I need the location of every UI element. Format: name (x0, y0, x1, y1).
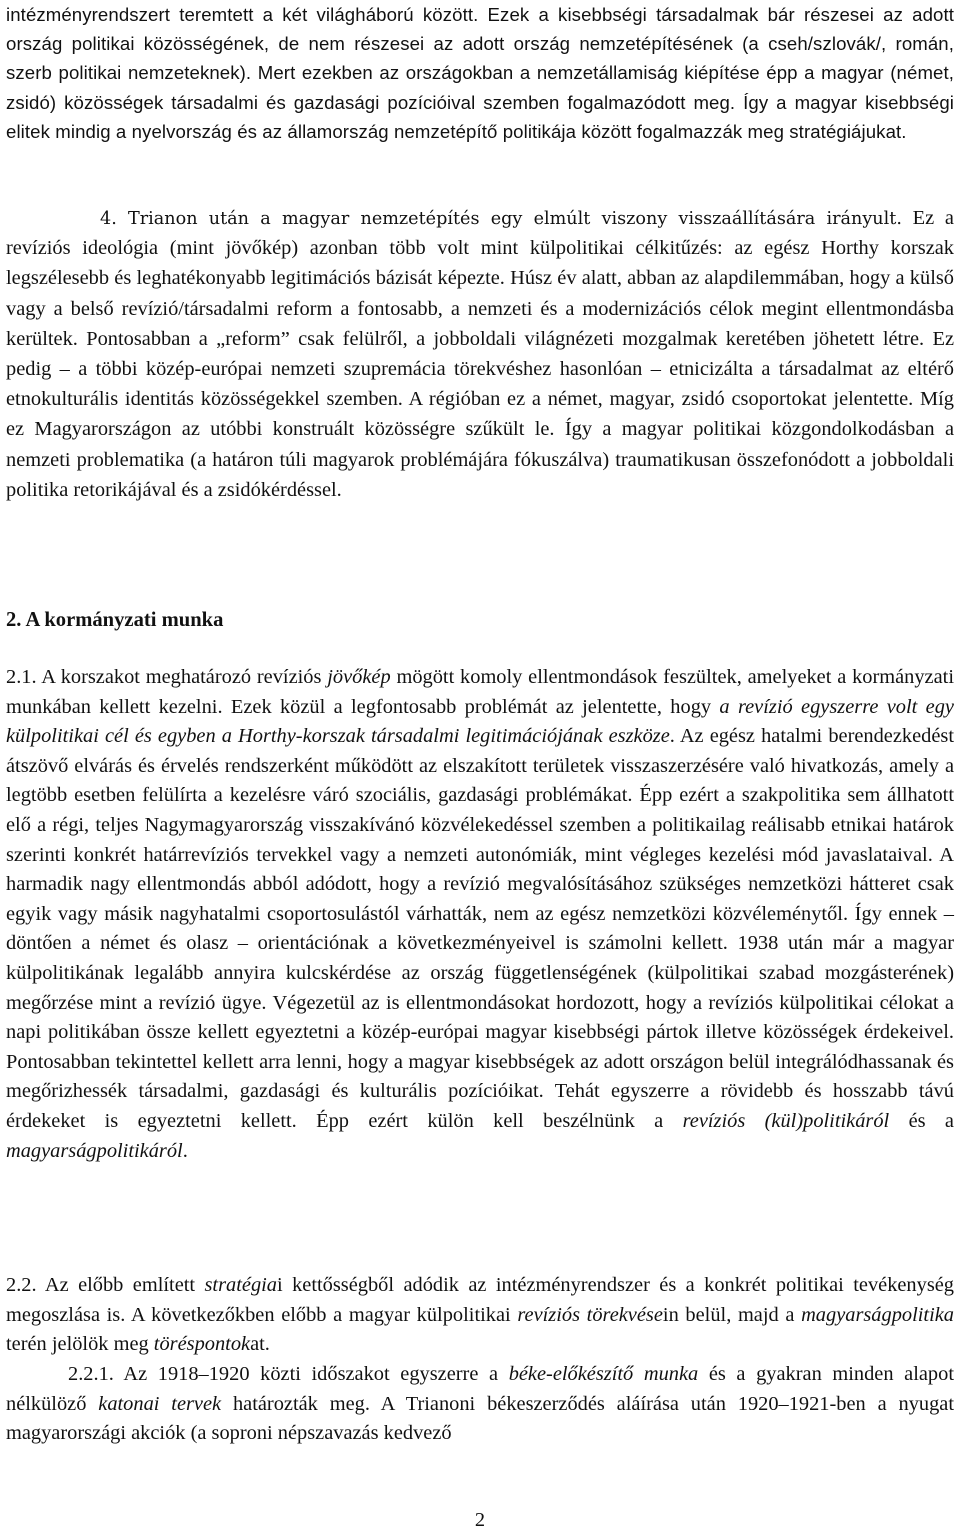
italic-run: katonai tervek (98, 1392, 222, 1415)
italic-run: töréspontok (153, 1333, 251, 1356)
paragraph-section-4-body (6, 207, 954, 501)
section-heading-kormanyzati-munka: 2. A kormányzati munka (6, 609, 224, 631)
italic-run: jövőkép (327, 666, 391, 688)
text-run: határozták meg. A Trianoni békeszerződés aláírása után 1920–1921-ben a nyugat magyarországi akciók (a soproni népszavazás kedvező (6, 1392, 954, 1445)
text-run: . (182, 1139, 188, 1162)
paragraph-section-4-lead (6, 209, 902, 229)
paragraph-2-2 (6, 1271, 954, 1360)
text-run: in belül, majd a (662, 1303, 802, 1326)
italic-run: magyarságpolitika (801, 1303, 954, 1326)
paragraph-2-1 (6, 663, 954, 1166)
paragraph-section-4 (6, 204, 954, 506)
text-run: 4. Trianon után a magyar nemzetépítés egy elmúlt viszony visszaállítására irányult. (100, 209, 902, 229)
text-run: at. (250, 1333, 270, 1356)
paragraph-2-2-1 (6, 1360, 954, 1449)
page-number: 2 (474, 1509, 486, 1531)
italic-run: a revízió egyszerre volt egy külpolitikai cél és egyben a Horthy-korszak társadalmi legitimációjának eszköze (6, 695, 954, 748)
text-run: 2.2.1. Az 1918–1920 közti időszakot egyszerre a (68, 1363, 509, 1385)
italic-run: magyarságpolitikáról (6, 1139, 183, 1162)
paragraph-intro (6, 0, 954, 146)
italic-run: stratégia (204, 1274, 278, 1296)
italic-run: revíziós törekvése (517, 1303, 663, 1326)
text-run: 2.2. Az előbb említett (6, 1274, 205, 1296)
text-run: és a (889, 1109, 954, 1132)
italic-run: béke-előkészítő munka (508, 1363, 699, 1385)
italic-run: revíziós (kül)politikáról (682, 1109, 890, 1132)
text-run: terén jelölök meg (6, 1333, 154, 1356)
text-run: mögött komoly ellentmondások feszültek, amelyeket a kormányzati munkában kellett kezelni. Ezek közül a legfontosabb problémát az jelentette, hogy (6, 666, 954, 718)
text-run: i kettősségből adódik az intézményrendszer és a konkrét politikai tevékenység megoszlása is. A következőkben előbb a magyar külpolitikai (6, 1274, 955, 1326)
text-run: Ez a revíziós ideológia (mint jövőkép) azonban több volt mint külpolitikai célkitűzés: az egész Horthy korszak legszélesebb és leghatékonyabb legitimációs bázisát képezte. Húsz év alatt, abban az alapdilemmában, hogy a külső vagy a belső revízió/társadalmi reform a fontosabb, a nemzeti és a modernizációs célok megint ellentmondásba kerültek. Pontosabban a „reform” csak felülről, a jobboldali világnézeti mozgalmak keretében jöhetett létre. Ez pedig – a többi közép-európai nemzeti szupremácia törekvéshez hasonlóan – etnicizálta a társadalmat az eltérő etnokulturális identitás közösségekkel szemben. A régióban ez a német, magyar, zsidó csoportokat jelentette. Míg ez Magyarországon az utóbbi konstruált közösségre szűkült le. Így a magyar politikai közgondolkodásban a nemzeti problematika (a határon túli magyarok problémájára fókuszálva) traumatikusan összefonódott a jobboldali politika retorikájával és a zsidókérdéssel. (6, 207, 954, 501)
text-run: . Az egész hatalmi berendezkedést átszövő elvárás és érvelés rendszerként működött az elszakított területek visszaszerzésére való hivatkozás, amely a legtöbb esetben felülírta a kezelésre váró szociális, gazdasági problémákat. Épp ezért a szakpolitika sem állhatott elő a régi, teljes Nagymagyarország visszakívánó közvélekedéssel szemben a politikailag reálisabb etnikai határok szerinti konkrét határrevíziós tervekkel vagy a nemzeti autonómiák, mint végleges kezelési mód javaslataival. A harmadik nagy ellentmondás abból adódott, hogy a revízió megvalósításához szükséges nemzetközi hátteret csak egyik vagy másik nagyhatalmi csoportosulástól várhatták, nem az egész nemzetközi közvéleménytől. Így ennek – döntően a német és olasz – orientációnak a következményeivel is számolni kellett. 1938 után már a magyar külpolitikának legalább annyira kulcskérdése az ország függetlenségének (külpolitikai szabad mozgásterének) megőrzése mint a revízió ügye. Végezetül az is ellentmondásokat hordozott, hogy a revíziós külpolitikai célokat a napi politikában össze kellett egyeztetni a közép-európai magyar kisebbségi pártok illetve közösségek érdekeivel. Pontosabban tekintettel kellett arra lenni, hogy a magyar kisebbségek az adott országon belül integrálódhassanak és megőrizhessék társadalmi, gazdasági és kulturális pozícióikat. Tehát egyszerre a rövidebb és hosszabb távú érdekeket is egyeztetni kellett. Épp ezért külön kell beszélnünk a (6, 725, 954, 1132)
text-run: intézményrendszert teremtett a két világháború között. Ezek a kisebbségi társadalmak bár részesei az adott ország politikai közösségének, de nem részesei az adott ország nemzetépítésének (a cseh/szlovák/, román, szerb politikai nemzeteknek). Mert ezekben az országokban a nemzetállamiság kiépítése épp a magyar (német, zsidó) közösségek társadalmi és gazdasági pozícióival szemben fogalmazódott meg. Így a magyar kisebbségi elitek mindig a nyelvország és az államország nemzetépítő politikája között fogalmazzák meg stratégiájukat. (6, 4, 954, 142)
text-run: 2.1. A korszakot meghatározó revíziós (6, 666, 328, 688)
text-run: és a gyakran minden alapot nélkülöző (6, 1363, 954, 1415)
